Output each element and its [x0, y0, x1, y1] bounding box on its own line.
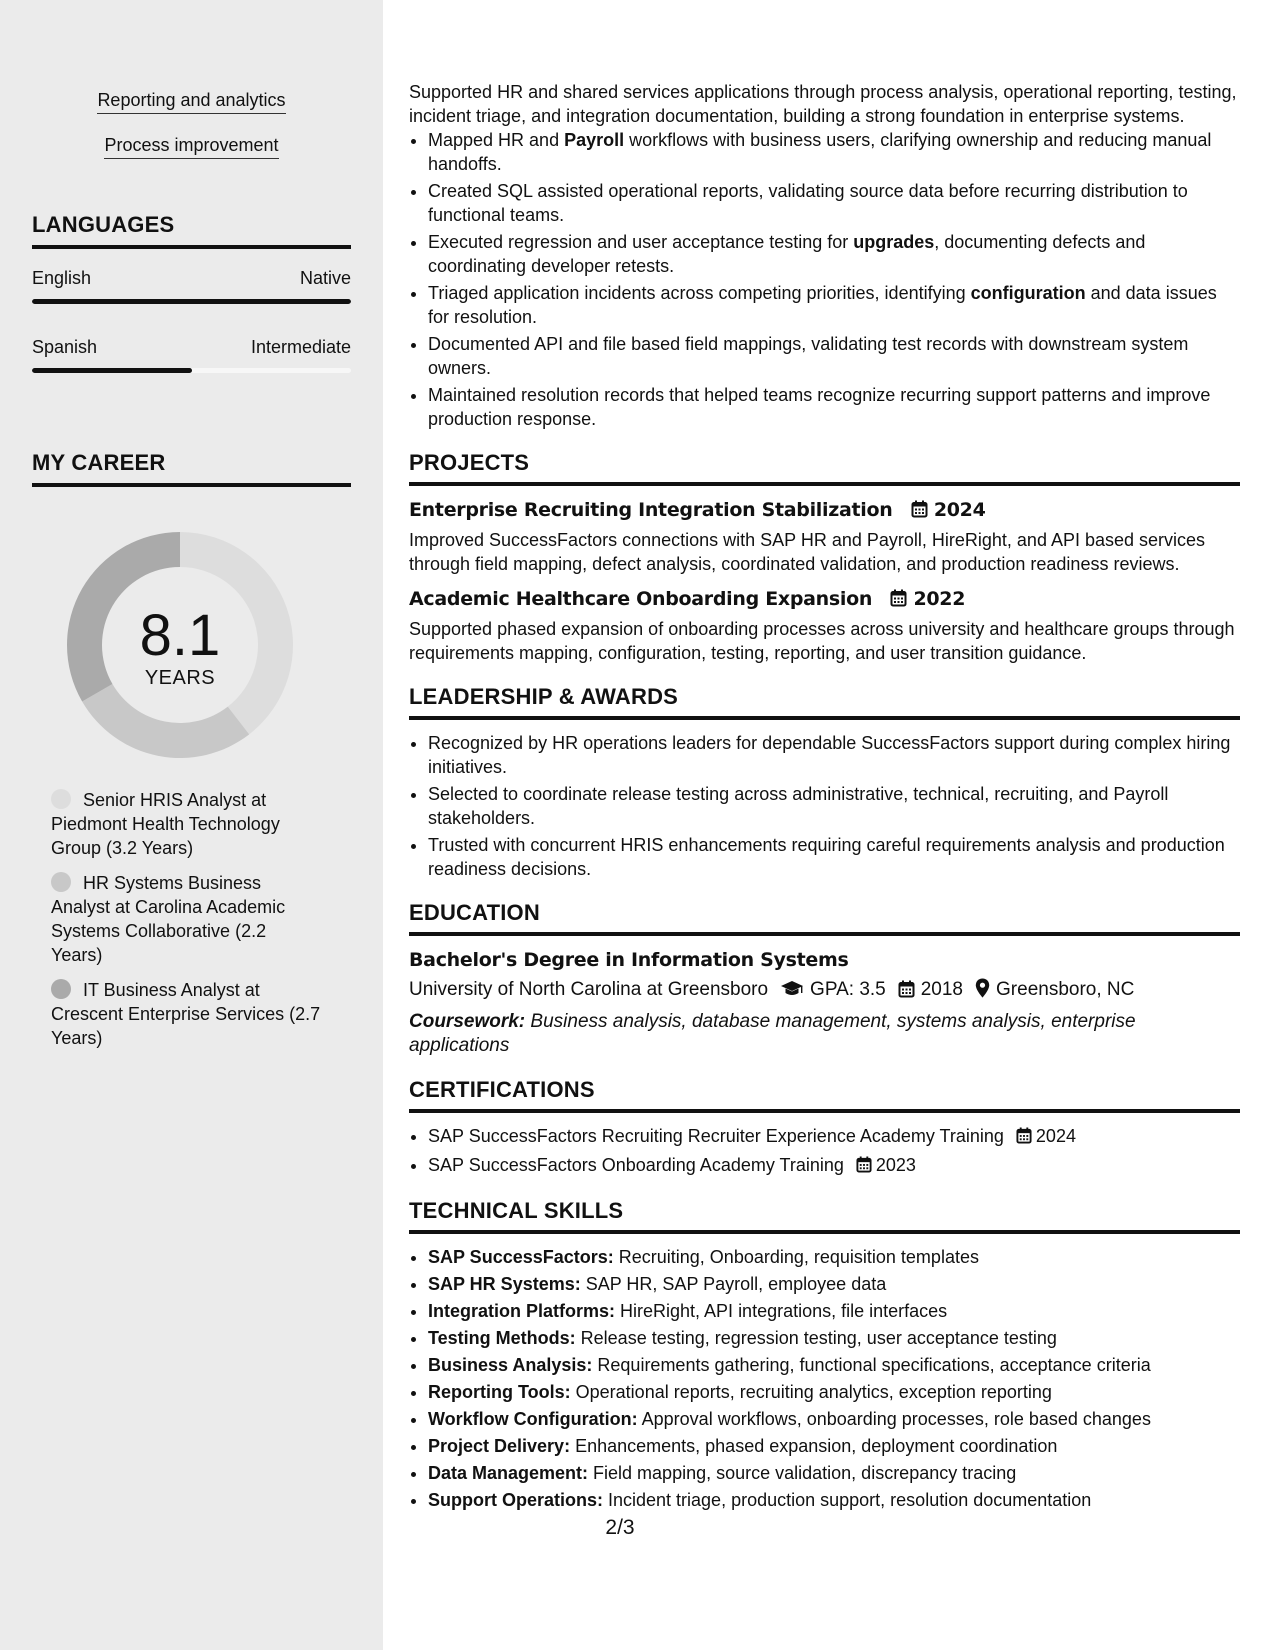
list-item: • Support Operations: Incident triage, production support, resolution documentation: [428, 1488, 1240, 1512]
career-total-unit: YEARS: [144, 667, 216, 689]
experience-summary: Supported HR and shared services applications through process analysis, operational reporting, testing, incident triage, and integration documentation, building a strong foundation in enterprise systems.: [409, 82, 1237, 126]
graduation-year: 2018: [920, 979, 964, 1000]
coursework-label: Coursework:: [409, 1011, 526, 1032]
list-item: • Mapped HR and Payroll workflows with business users, clarifying ownership and reducing manual handoffs.: [428, 128, 1240, 176]
legend-dot-icon: [51, 789, 71, 809]
skill-link-process[interactable]: Process improvement: [0, 134, 383, 159]
calendar-icon: [1016, 1126, 1032, 1150]
language-bar-fill: [32, 368, 192, 373]
main-content: [409, 0, 1240, 1650]
career-legend-item: Senior HRIS Analyst at Piedmont Health Technology Group (3.2 Years): [51, 790, 280, 858]
language-bar-spanish: [32, 368, 351, 373]
legend-dot-icon: [51, 872, 71, 892]
language-level: Native: [299, 268, 351, 288]
list-item: • Created SQL assisted operational reports, validating source data before recurring distribution to functional teams.: [428, 179, 1240, 227]
career-legend-item: HR Systems Business Analyst at Carolina Academic Systems Collaborative (2.2 Years): [51, 873, 286, 965]
list-item: • Business Analysis: Requirements gathering, functional specifications, acceptance criteria: [428, 1353, 1240, 1377]
calendar-icon: [890, 588, 907, 614]
coursework: [409, 1010, 1240, 1058]
career-total: [65, 605, 295, 689]
list-item: • SAP SuccessFactors Recruiting Recruiter Experience Academy Training 2024: [428, 1124, 1240, 1150]
project-title: Enterprise Recruiting Integration Stabilization 2024: [409, 497, 1240, 525]
list-item: • Selected to coordinate release testing across administrative, technical, recruiting, and Payroll stakeholders.: [428, 782, 1240, 830]
list-item: • Workflow Configuration: Approval workflows, onboarding processes, role based changes: [428, 1407, 1240, 1431]
donut-slice: [82, 684, 249, 758]
language-level: Intermediate: [250, 337, 351, 357]
list-item: • Testing Methods: Release testing, regression testing, user acceptance testing: [428, 1326, 1240, 1350]
list-item: • Trusted with concurrent HRIS enhancements requiring careful requirements analysis and production readiness decisions.: [428, 833, 1240, 881]
list-item: • Maintained resolution records that helped teams recognize recurring support patterns and improve production response.: [428, 383, 1240, 431]
language-bar-english: [32, 299, 351, 304]
list-item: • Reporting Tools: Operational reports, recruiting analytics, exception reporting: [428, 1380, 1240, 1404]
project-year: 2024: [933, 499, 986, 521]
language-name: Spanish: [32, 337, 98, 357]
list-item: • Executed regression and user acceptance testing for upgrades, documenting defects and coordinating developer retests.: [428, 230, 1240, 278]
languages-heading: LANGUAGES: [32, 212, 351, 249]
location-pin-icon: [975, 978, 990, 1006]
list-item: • Recognized by HR operations leaders for dependable SuccessFactors support during complex hiring initiatives.: [428, 731, 1240, 779]
list-item: • Project Delivery: Enhancements, phased expansion, deployment coordination: [428, 1434, 1240, 1458]
list-item: • SAP SuccessFactors Onboarding Academy Training 2023: [428, 1153, 1240, 1179]
list-item: • Integration Platforms: HireRight, API integrations, file interfaces: [428, 1299, 1240, 1323]
language-bar-fill: [32, 299, 351, 304]
sidebar: [0, 0, 383, 1650]
education-details: [409, 977, 1240, 1006]
career-legend-item: IT Business Analyst at Crescent Enterprise Services (2.7 Years): [51, 980, 321, 1048]
education-location: Greensboro, NC: [996, 979, 1135, 1000]
list-item: • Triaged application incidents across competing priorities, identifying configuration and data issues for resolution.: [428, 281, 1240, 329]
experience-bullets: [409, 128, 1240, 431]
calendar-icon: [898, 980, 915, 1006]
project-title: Academic Healthcare Onboarding Expansion 2022: [409, 586, 1240, 614]
language-row-english: [32, 268, 351, 289]
list-item: • SAP SuccessFactors: Recruiting, Onboarding, requisition templates: [428, 1245, 1240, 1269]
legend-dot-icon: [51, 979, 71, 999]
page-number: 2/3: [605, 1516, 635, 1539]
school-name: University of North Carolina at Greensboro: [409, 979, 769, 1000]
skills-heading: TECHNICAL SKILLS: [409, 1198, 1240, 1234]
language-row-spanish: [32, 337, 351, 358]
certifications-heading: CERTIFICATIONS: [409, 1077, 1240, 1113]
projects-heading: PROJECTS: [409, 450, 1240, 486]
career-total-value: 8.1: [139, 603, 221, 668]
list-item: • SAP HR Systems: SAP HR, SAP Payroll, employee data: [428, 1272, 1240, 1296]
calendar-icon: [856, 1155, 872, 1179]
project-description: Supported phased expansion of onboarding processes across university and healthcare groups through requirements mapping, configuration, testing, reporting, and user transition guidance.: [409, 619, 1235, 663]
list-item: • Documented API and file based field mappings, validating test records with downstream system owners.: [428, 332, 1240, 380]
graduation-cap-icon: [780, 980, 804, 1006]
project-year: 2022: [913, 588, 966, 610]
leadership-heading: LEADERSHIP & AWARDS: [409, 684, 1240, 720]
leadership-list: [409, 731, 1240, 881]
language-name: English: [32, 268, 92, 288]
skill-link-reporting[interactable]: Reporting and analytics: [0, 89, 383, 114]
calendar-icon: [911, 499, 928, 525]
career-heading: MY CAREER: [32, 450, 351, 487]
career-legend: [51, 788, 321, 1061]
coursework-text: Business analysis, database management, systems analysis, enterprise applications: [409, 1011, 1136, 1056]
gpa: GPA: 3.5: [810, 979, 886, 1000]
certifications-list: [409, 1124, 1240, 1179]
skills-list: [409, 1245, 1240, 1512]
education-heading: EDUCATION: [409, 900, 1240, 936]
degree-title: Bachelor's Degree in Information Systems: [409, 949, 849, 971]
project-description: Improved SuccessFactors connections with SAP HR and Payroll, HireRight, and API based services through field mapping, defect analysis, coordinated validation, and production readiness reviews.: [409, 530, 1206, 574]
list-item: • Data Management: Field mapping, source validation, discrepancy tracing: [428, 1461, 1240, 1485]
